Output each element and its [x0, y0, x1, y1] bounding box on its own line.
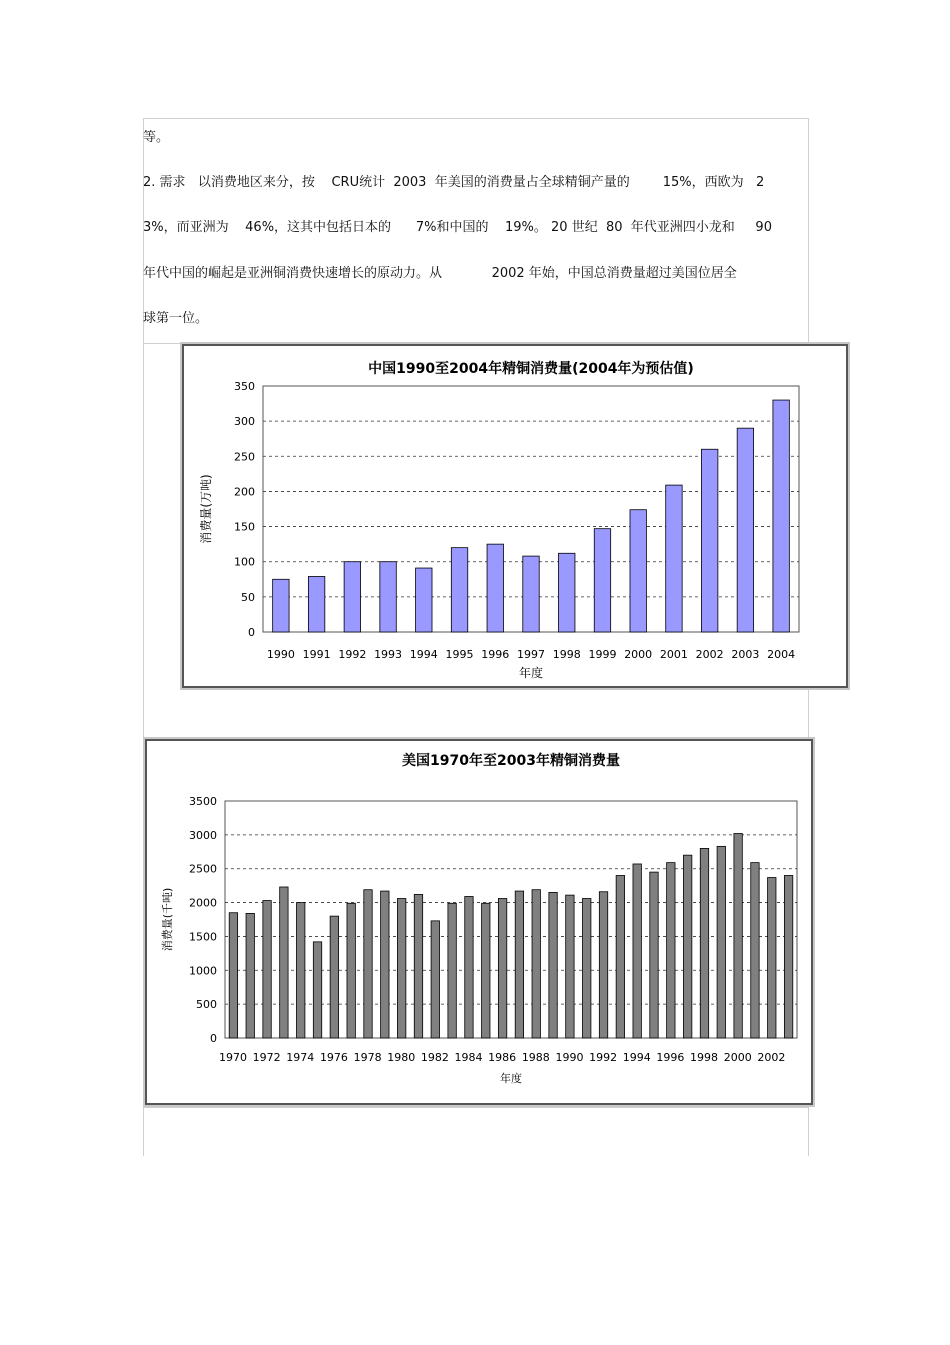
bar [599, 892, 607, 1038]
x-tick-label: 1997 [517, 648, 545, 661]
us-copper-chart [145, 739, 813, 1105]
y-tick-label: 350 [234, 380, 255, 393]
x-axis-label: 年度 [500, 1072, 522, 1085]
y-tick-label: 250 [234, 450, 255, 464]
x-tick-label: 1992 [589, 1051, 618, 1064]
bar [683, 855, 691, 1038]
paragraph-line: 3%，而亚洲为 46%，这其中包括日本的 7%和中国的 19%。 20 世纪 80 年代亚洲四小龙和 90 [143, 220, 772, 235]
bar [633, 864, 641, 1038]
bar [737, 428, 753, 632]
bar [344, 562, 360, 632]
x-tick-label: 1993 [374, 648, 403, 661]
y-tick-label: 500 [196, 998, 217, 1012]
bar [630, 510, 646, 632]
x-tick-label: 2003 [731, 648, 760, 661]
x-tick-label: 1984 [454, 1051, 483, 1064]
x-tick-label: 2000 [624, 648, 653, 661]
bar [263, 901, 271, 1038]
bar [330, 916, 338, 1038]
x-tick-label: 1986 [488, 1051, 517, 1064]
y-tick-label: 1000 [189, 964, 217, 978]
bar [532, 890, 540, 1038]
bar [616, 875, 624, 1038]
paragraph-line: 2. 需求 以消费地区来分，按 CRU统计 2003 年美国的消费量占全球精铜产量的 15%，西欧为 2 [143, 175, 765, 190]
y-tick-label: 50 [241, 590, 255, 604]
bar [414, 894, 422, 1038]
bar [273, 579, 289, 632]
paragraph-line: 等。 [143, 130, 170, 145]
bar [347, 903, 355, 1038]
bar [381, 891, 389, 1038]
paragraph-line: 年代中国的崛起是亚洲铜消费快速增长的原动力。从 2002 年始，中国总消费量超过美国位居全 [143, 266, 737, 281]
bar [594, 529, 610, 632]
y-tick-label: 0 [210, 1032, 217, 1045]
y-tick-label: 2500 [189, 862, 217, 876]
bar [523, 556, 539, 632]
y-tick-label: 100 [234, 555, 255, 569]
china-copper-chart-svg [184, 346, 846, 686]
y-axis-label: 消费量(千吨) [161, 887, 174, 952]
bar [498, 899, 506, 1038]
bar [431, 921, 439, 1038]
bar [667, 863, 675, 1038]
bar [784, 875, 792, 1038]
bar [768, 878, 776, 1038]
bar [397, 899, 405, 1038]
bar [515, 891, 523, 1038]
x-tick-label: 1994 [622, 1051, 651, 1064]
y-tick-label: 1500 [189, 930, 217, 944]
x-tick-label: 2002 [695, 648, 724, 661]
bar [487, 544, 503, 632]
bar [448, 903, 456, 1038]
bar [666, 485, 682, 632]
bar [773, 400, 789, 632]
bar [549, 892, 557, 1038]
y-tick-label: 3000 [189, 828, 217, 842]
china-copper-chart [182, 344, 848, 688]
y-tick-label: 0 [248, 626, 255, 639]
x-tick-label: 1972 [252, 1051, 281, 1064]
bar [229, 913, 237, 1038]
table-divider [143, 1107, 808, 1108]
y-tick-label: 2000 [189, 896, 217, 910]
x-tick-label: 1996 [656, 1051, 685, 1064]
plot-area [225, 801, 797, 1038]
x-tick-label: 2002 [757, 1051, 786, 1064]
x-tick-label: 1970 [219, 1051, 247, 1064]
x-tick-label: 2004 [767, 648, 796, 661]
x-tick-label: 1995 [445, 648, 474, 661]
x-tick-label: 1996 [481, 648, 510, 661]
x-tick-label: 2000 [723, 1051, 752, 1064]
bar [364, 890, 372, 1038]
x-tick-label: 1974 [286, 1051, 315, 1064]
bar [246, 913, 254, 1038]
bar [559, 553, 575, 632]
bar [416, 568, 432, 632]
bar [734, 834, 742, 1038]
x-tick-label: 1992 [338, 648, 367, 661]
x-tick-label: 1990 [266, 648, 295, 661]
bar [280, 887, 288, 1038]
y-axis-label: 消费量(万吨) [199, 474, 213, 544]
y-tick-label: 3500 [189, 795, 217, 808]
bar [482, 903, 490, 1038]
chart-title: 美国1970年至2003年精铜消费量 [402, 753, 620, 769]
bar [583, 899, 591, 1038]
x-tick-label: 1994 [409, 648, 438, 661]
y-tick-label: 300 [234, 415, 255, 429]
bar [700, 848, 708, 1038]
x-tick-label: 2001 [659, 648, 688, 661]
x-tick-label: 1980 [387, 1051, 416, 1064]
paragraph-line: 球第一位。 [143, 311, 209, 326]
x-tick-label: 1998 [690, 1051, 719, 1064]
x-tick-label: 1976 [319, 1051, 348, 1064]
x-tick-label: 1978 [353, 1051, 382, 1064]
y-tick-label: 150 [234, 520, 255, 534]
x-tick-label: 1988 [521, 1051, 550, 1064]
y-tick-label: 200 [234, 485, 255, 499]
bar [308, 576, 324, 632]
bar [701, 449, 717, 632]
x-tick-label: 1991 [302, 648, 331, 661]
chart-title: 中国1990至2004年精铜消费量(2004年为预估值) [368, 361, 694, 377]
bar [650, 872, 658, 1038]
bar [566, 895, 574, 1038]
x-tick-label: 1999 [588, 648, 617, 661]
bar [313, 942, 321, 1038]
bar [451, 548, 467, 632]
bar [380, 562, 396, 632]
us-copper-chart-svg [147, 741, 811, 1103]
x-tick-label: 1982 [420, 1051, 449, 1064]
bar [751, 863, 759, 1038]
x-tick-label: 1990 [555, 1051, 584, 1064]
x-axis-label: 年度 [518, 666, 544, 680]
x-tick-label: 1998 [552, 648, 581, 661]
bar [465, 896, 473, 1038]
bar [297, 903, 305, 1038]
bar [717, 846, 725, 1038]
